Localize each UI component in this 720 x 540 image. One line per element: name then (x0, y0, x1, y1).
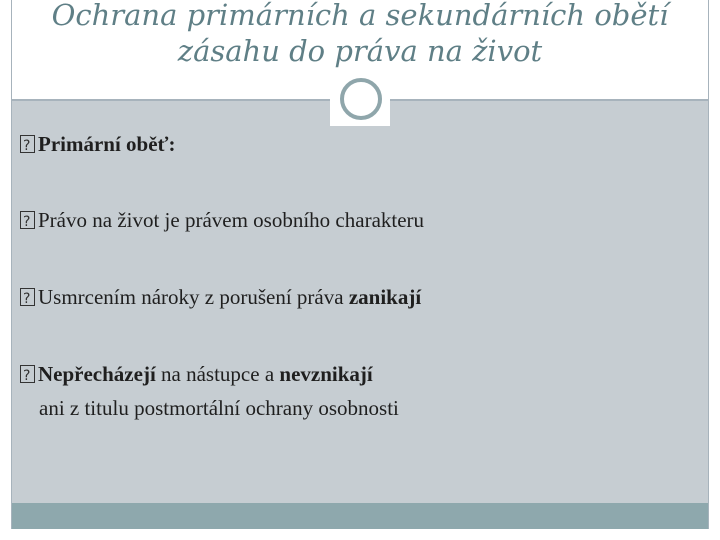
bullet-primary-victim (20, 131, 176, 157)
slide-title (12, 0, 708, 69)
bullet-no-transfer (20, 361, 373, 387)
footer-band (12, 503, 708, 529)
circle-ornament-icon (340, 78, 382, 120)
bullet-no-transfer-text-1: na nástupce a (155, 362, 280, 386)
bullet-no-transfer-bold-1: Nepřecházejí (38, 362, 156, 386)
bullet-glyph-icon (20, 365, 35, 383)
bullet-glyph-icon (20, 135, 35, 153)
slide-title-line-1: Ochrana primárních a sekundárních obětí (51, 0, 669, 32)
bullet-right-to-life-text: Právo na život je právem osobního charakteru (38, 208, 425, 232)
bullet-death-claims-bold: zanikají (348, 285, 422, 309)
bullet-primary-victim-text: Primární oběť: (38, 132, 176, 156)
bullet-right-to-life (20, 207, 424, 233)
bullet-no-transfer-bold-2: nevznikají (279, 362, 373, 386)
bullet-death-claims (20, 284, 421, 310)
bullet-no-transfer-continuation: ani z titulu postmortální ochrany osobnosti (39, 396, 399, 420)
bullet-death-claims-text: Usmrcením nároky z porušení práva (38, 285, 349, 309)
slide-title-line-2: zásahu do práva na život (177, 34, 543, 68)
bullet-glyph-icon (20, 288, 35, 306)
bullet-glyph-icon (20, 211, 35, 229)
